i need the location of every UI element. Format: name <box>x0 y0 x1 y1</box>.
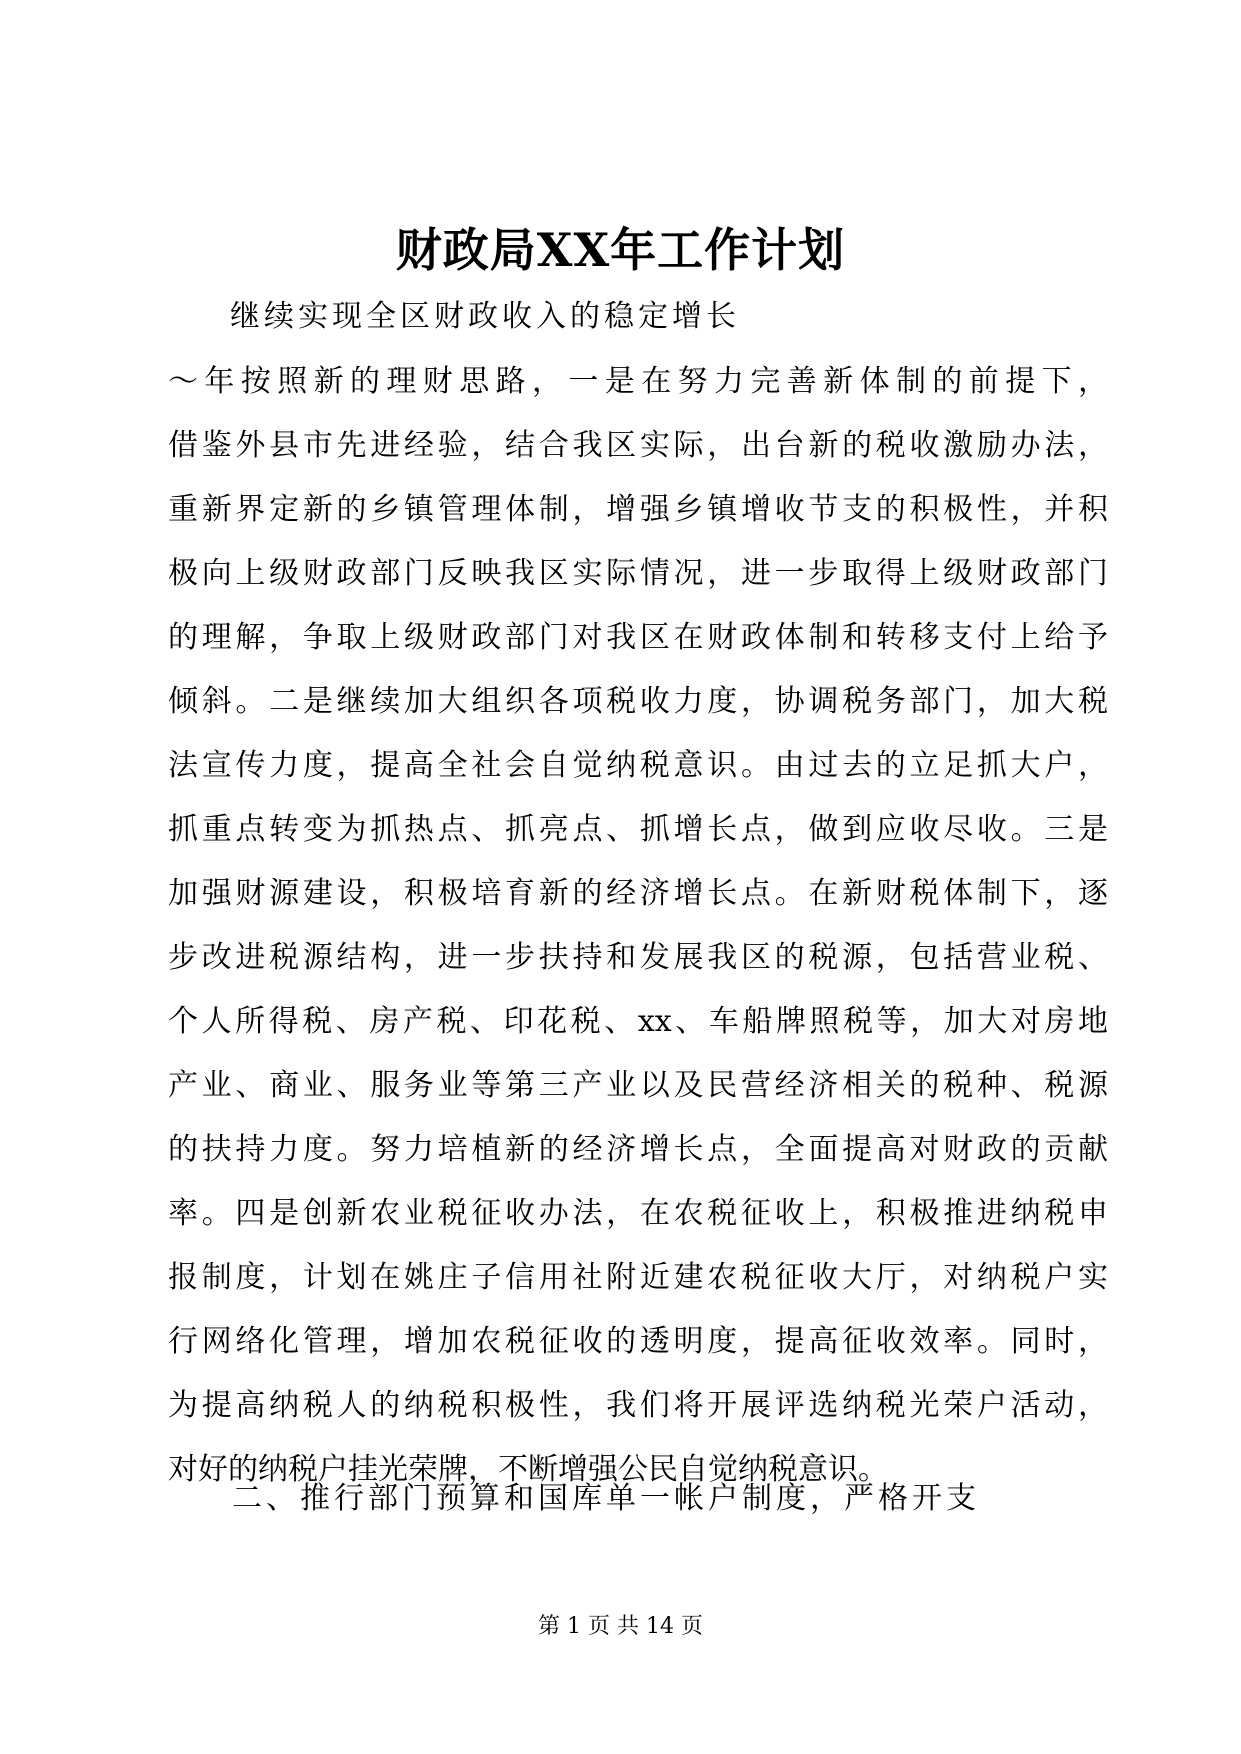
paragraph-line: 的理解，争取上级财政部门对我区在财政体制和转移支付上给予 <box>168 620 1108 655</box>
paragraph-line: 法宣传力度，提高全社会自觉纳税意识。由过去的立足抓大户， <box>168 748 1108 783</box>
paragraph-line: 率。四是创新农业税征收办法，在农税征收上，积极推进纳税申 <box>168 1196 1108 1231</box>
paragraph-line: 产业、商业、服务业等第三产业以及民营经济相关的税种、税源 <box>168 1068 1108 1103</box>
paragraph-line: 为提高纳税人的纳税积极性，我们将开展评选纳税光荣户活动， <box>168 1388 1108 1423</box>
paragraph-line: 加强财源建设，积极培育新的经济增长点。在新财税体制下，逐 <box>168 876 1108 911</box>
section-heading: 二、推行部门预算和国库单一帐户制度，严格开支 <box>232 1481 980 1516</box>
paragraph-line: 倾斜。二是继续加大组织各项税收力度，协调税务部门，加大税 <box>168 684 1108 719</box>
paragraph-line: 个人所得税、房产税、印花税、xx、车船牌照税等，加大对房地 <box>168 1004 1108 1039</box>
paragraph-line: 抓重点转变为抓热点、抓亮点、抓增长点，做到应收尽收。三是 <box>168 812 1108 847</box>
paragraph-line: 行网络化管理，增加农税征收的透明度，提高征收效率。同时， <box>168 1324 1108 1359</box>
paragraph-line: 对好的纳税户挂光荣牌，不断增强公民自觉纳税意识。 <box>168 1452 888 1487</box>
paragraph-line: 借鉴外县市先进经验，结合我区实际，出台新的税收激励办法， <box>168 428 1108 463</box>
document-title: 财政局XX年工作计划 <box>395 223 846 277</box>
page-footer: 第 1 页 共 14 页 <box>538 1614 703 1639</box>
paragraph-line: 极向上级财政部门反映我区实际情况，进一步取得上级财政部门 <box>168 556 1108 591</box>
document-subtitle: 继续实现全区财政收入的稳定增长 <box>230 299 740 334</box>
paragraph-line: 报制度，计划在姚庄子信用社附近建农税征收大厅，对纳税户实 <box>168 1260 1108 1295</box>
paragraph-line: 步改进税源结构，进一步扶持和发展我区的税源，包括营业税、 <box>168 940 1108 975</box>
paragraph-line: 的扶持力度。努力培植新的经济增长点，全面提高对财政的贡献 <box>168 1132 1108 1167</box>
paragraph-line: 重新界定新的乡镇管理体制，增强乡镇增收节支的积极性，并积 <box>168 492 1108 527</box>
body-paragraph <box>168 361 1108 1513</box>
paragraph-line: ～年按照新的理财思路，一是在努力完善新体制的前提下， <box>168 364 1108 399</box>
